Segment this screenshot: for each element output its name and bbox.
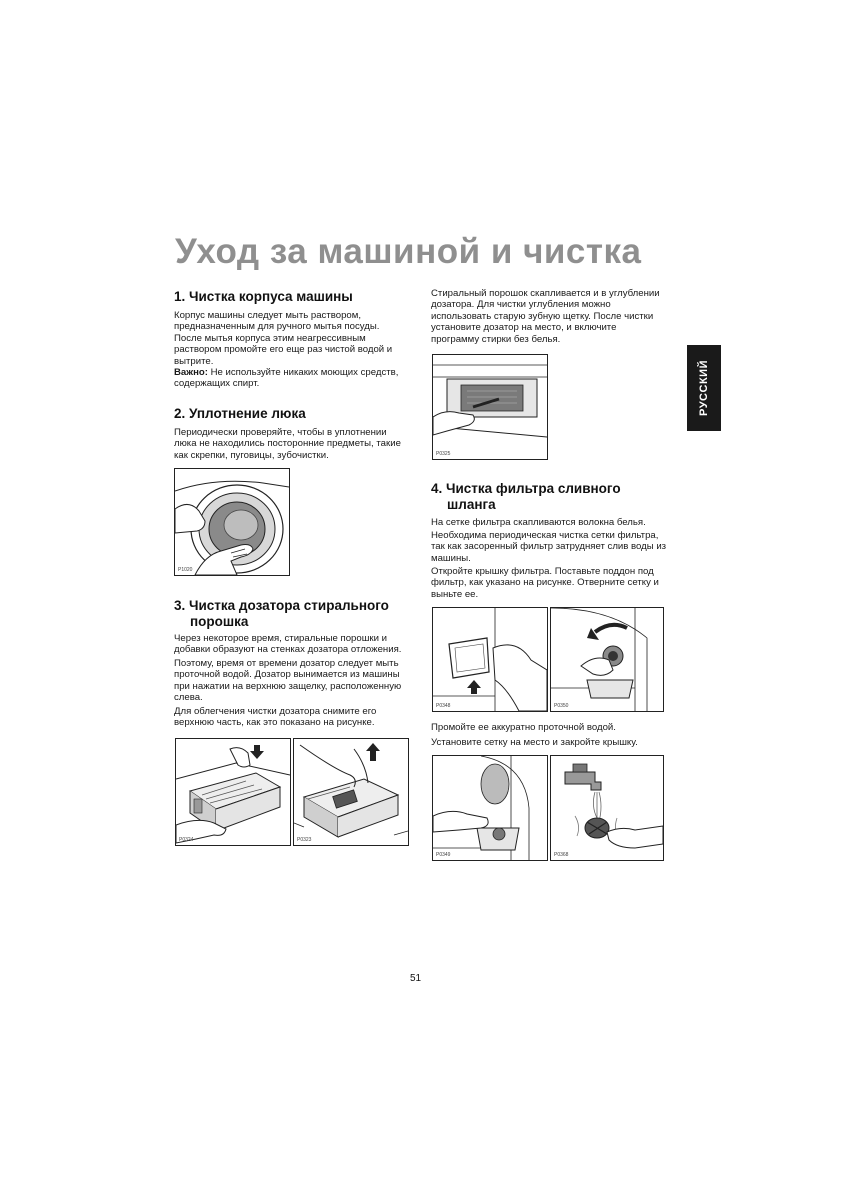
filter-rinse-illustration <box>550 755 664 861</box>
dispenser-brush-drawing <box>433 355 547 459</box>
filter-cover-illustration <box>432 607 548 712</box>
figure-code: P0349 <box>436 852 451 858</box>
section-1-note <box>174 367 410 390</box>
section-3-text-1: Через некоторое время, стиральные порошки и добавки образуют на стенках дозатора отложения. <box>174 633 402 656</box>
page-title: Уход за машиной и чистка <box>175 232 642 271</box>
dispenser-brush-illustration <box>432 354 548 460</box>
page-number: 51 <box>410 973 422 984</box>
figure-code: P1020 <box>178 567 193 573</box>
section-4-text-2: Необходима периодическая чистка сетки фильтра, так как засоренный фильтр затрудняет слив воды из машины. <box>431 530 667 564</box>
section-4-text-5: Установите сетку на место и закройте крышку. <box>431 737 638 748</box>
dispenser-lift-drawing <box>294 739 408 845</box>
door-seal-illustration <box>174 468 290 576</box>
section-3-text-2: Поэтому, время от времени дозатор следует мыть проточной водой. Дозатор вынимается из машины при нажатии на верхнюю защелку, расположенную слева. <box>174 658 402 704</box>
filter-remove-drawing <box>433 756 547 860</box>
door-seal-drawing <box>175 469 289 575</box>
filter-unscrew-drawing <box>551 608 663 711</box>
section-2-heading: 2. Уплотнение люка <box>174 406 306 421</box>
section-4-text-4: Промойте ее аккуратно проточной водой. <box>431 722 616 733</box>
section-4-heading-line2: шланга <box>447 497 496 512</box>
language-tab-label: РУССКИЙ <box>698 360 710 416</box>
figure-code: P0368 <box>554 852 569 858</box>
dispenser-press-drawing <box>176 739 290 845</box>
figure-code: P0350 <box>554 703 569 709</box>
note-text: Не используйте никаких моющих средств, содержащих спирт. <box>174 367 399 390</box>
figure-code: P0348 <box>436 703 451 709</box>
section-1-heading: 1. Чистка корпуса машины <box>174 289 353 304</box>
dispenser-lift-illustration <box>293 738 409 846</box>
section-3-heading-line1: 3. Чистка дозатора стирального <box>174 598 389 613</box>
dispenser-press-illustration <box>175 738 291 846</box>
figure-code: P0323 <box>297 837 312 843</box>
figure-code: P0324 <box>179 837 194 843</box>
filter-cover-drawing <box>433 608 547 711</box>
section-3-continued-text: Стиральный порошок скапливается и в углублении дозатора. Для чистки углубления можно использовать старую зубную щетку. После чистки установите дозатор на место, и включите программу стирки без белья. <box>431 288 660 345</box>
section-4-heading-line1: 4. Чистка фильтра сливного <box>431 481 621 496</box>
filter-rinse-drawing <box>551 756 663 860</box>
section-2-text: Периодически проверяйте, чтобы в уплотнении люка не находились посторонние предметы, такие как скрепки, пуговицы, зубочистки. <box>174 427 401 461</box>
section-1-text: Корпус машины следует мыть раствором, предназначенным для ручного мытья посуды. После мытья корпуса этим неагрессивным раствором промойте его еще раз чистой водой и вытрите. <box>174 310 393 367</box>
filter-unscrew-illustration <box>550 607 664 712</box>
section-3-heading-line2: порошка <box>190 614 249 629</box>
language-tab <box>687 345 721 431</box>
filter-remove-illustration <box>432 755 548 861</box>
section-3-text-3: Для облегчения чистки дозатора снимите его верхнюю часть, как это показано на рисунке. <box>174 706 377 729</box>
note-label: Важно: <box>174 367 208 378</box>
section-3-heading <box>174 598 414 630</box>
section-4-text-1: На сетке фильтра скапливаются волокна белья. <box>431 517 646 528</box>
section-4-text-3: Откройте крышку фильтра. Поставьте поддон под фильтр, как указано на рисунке. Отверните сетку и выньте ее. <box>431 566 659 600</box>
section-4-heading <box>431 481 671 513</box>
figure-code: P0325 <box>436 451 451 457</box>
